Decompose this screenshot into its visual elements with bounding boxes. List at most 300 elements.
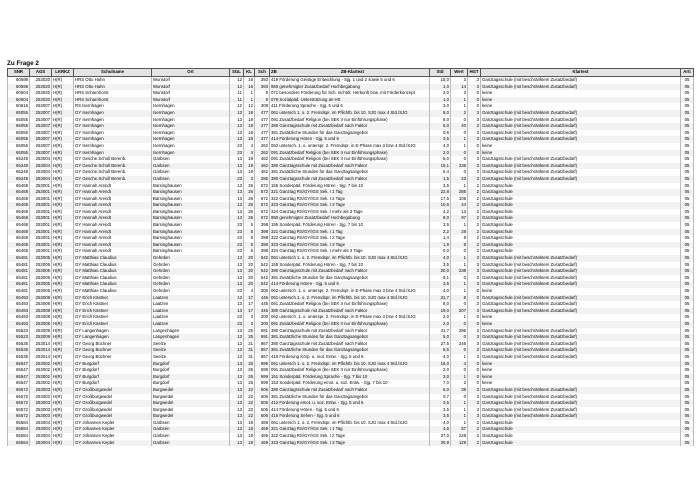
cell-arti: 05 <box>681 308 694 315</box>
cell-klartext: Ganztagsschule (mit beschränktem Zusatzbedarf) <box>481 169 681 176</box>
cell-arti: 05 <box>681 387 694 394</box>
cell-zb-klartext: 061 untersch 1. o. 2. Fremdspr. im Pflichtb. bis 10. SJG max 4 Std./SJG <box>270 420 430 427</box>
cell-lkrkz: H(R) <box>52 222 74 229</box>
cell-lkrkz: H(R) <box>52 196 74 203</box>
cell-std: 3,5 <box>430 413 451 420</box>
cell-arti: 05 <box>681 394 694 401</box>
cell-arti: 05 <box>681 77 694 84</box>
cell-ort: Garbsen <box>152 440 230 447</box>
cell-wert: 1 <box>451 407 468 414</box>
header-arti: Arti <box>681 69 694 77</box>
cell-sgl: 23 <box>230 150 244 157</box>
cell-zb-klartext: 062 untersch. 1. o. unterspr. 2. Fremdspr. in E-Phase max 3 bzw 4 Std./SJG <box>270 288 430 295</box>
cell-ort: Barsinghausen <box>152 183 230 190</box>
cell-sgl: 12 <box>230 84 244 91</box>
cell-arti: 05 <box>681 321 694 328</box>
cell-sch: 469 <box>255 440 270 447</box>
cell-ort: Burgdorf <box>152 380 230 387</box>
cell-wert: 0 <box>451 150 468 157</box>
cell-ort: Burgwedel <box>152 400 230 407</box>
cell-kl: 4 <box>244 150 255 157</box>
cell-snr: 65535 <box>8 354 30 361</box>
cell-wert: 97 <box>451 215 468 222</box>
cell-snr: 65468 <box>8 248 30 255</box>
cell-zb-klartext: 155 Sonderpäd. Förderung Hören - Sjg. 7 bis 10 <box>270 262 430 269</box>
cell-zb-klartext: 419 Förderung Geistige Entwicklung - Sjg. 1 und 2 sowie 5 und 6 <box>270 77 430 84</box>
cell-kl: 25 <box>244 361 255 368</box>
cell-ort: Isernhagen <box>152 150 230 157</box>
cell-hgt: 0 <box>468 314 481 321</box>
cell-schulname: GY Erich Kästner <box>74 314 152 321</box>
cell-wert: 0 <box>451 130 468 137</box>
cell-snr: 65535 <box>8 347 30 354</box>
cell-schulname: GY Isernhagen <box>74 117 152 124</box>
cell-arti: 05 <box>681 433 694 440</box>
cell-zb-klartext: 151 Sonderpäd. Förderung Sprache - Sjg. 7 bis 10 <box>270 374 430 381</box>
cell-std: 30,9 <box>430 440 451 447</box>
table-row <box>8 308 694 315</box>
cell-schulname: GY Burgdorf <box>74 361 152 368</box>
cell-hgt: 3 <box>468 117 481 124</box>
cell-klartext: Ganztagsschule (mit beschränktem Zusatzbedarf) <box>481 301 681 308</box>
cell-hgt: 0 <box>468 143 481 150</box>
cell-std: 1,4 <box>430 235 451 242</box>
cell-kl: 26 <box>244 202 255 209</box>
cell-arti: 05 <box>681 209 694 216</box>
cell-kl: 20 <box>244 268 255 275</box>
cell-sgl: 13 <box>230 281 244 288</box>
cell-arti: 05 <box>681 440 694 447</box>
cell-sch: 477 <box>255 117 270 124</box>
cell-wert: 9 <box>451 235 468 242</box>
cell-snr: 65468 <box>8 229 30 236</box>
cell-arti: 05 <box>681 248 694 255</box>
cell-std: 6,0 <box>430 123 451 130</box>
cell-lkrkz: H(R) <box>52 183 74 190</box>
cell-std: 6,4 <box>430 169 451 176</box>
cell-sch: 200 <box>255 321 270 328</box>
cell-kl: 5 <box>244 222 255 229</box>
cell-lkrkz: H(R) <box>52 143 74 150</box>
cell-klartext: Ganztagsschule <box>481 235 681 242</box>
cell-std: 19,0 <box>430 308 451 315</box>
table-row <box>8 123 694 130</box>
table-row <box>8 347 694 354</box>
cell-zb-klartext: 061 untersch 1. o. 2. Fremdspr. im Pflichtb. bis 10. SJG max 4 Std./SJG <box>270 361 430 368</box>
cell-arti: 05 <box>681 150 694 157</box>
cell-arti: 05 <box>681 136 694 143</box>
cell-ort: Gehrden <box>152 281 230 288</box>
cell-wert: 1 <box>451 288 468 295</box>
cell-schulname: GY Hannah Arendt <box>74 196 152 203</box>
cell-snr: 65523 <box>8 328 30 335</box>
cell-hgt: 2 <box>468 183 481 190</box>
cell-klartext: Ganztagsschule (mit beschränktem Zusatzbedarf) <box>481 268 681 275</box>
cell-std: 8,0 <box>430 301 451 308</box>
cell-arti: 05 <box>681 407 694 414</box>
table-row <box>8 295 694 302</box>
cell-sgl: 13 <box>230 110 244 117</box>
cell-sgl: 13 <box>230 440 244 447</box>
cell-std: 6,0 <box>430 387 451 394</box>
cell-klartext: Ganztagsschule (mit beschränktem Zusatzbedarf) <box>481 328 681 335</box>
cell-snr: 65547 <box>8 361 30 368</box>
cell-kl: 25 <box>244 374 255 381</box>
cell-hgt: 3 <box>468 275 481 282</box>
cell-snr: 65468 <box>8 196 30 203</box>
cell-ort: Gehrden <box>152 255 230 262</box>
cell-arti: 05 <box>681 361 694 368</box>
cell-ort: Wunstorf <box>152 84 230 91</box>
cell-klartext: Ganztagsschule (mit beschränktem Zusatzbedarf) <box>481 262 681 269</box>
cell-arti: 05 <box>681 281 694 288</box>
cell-arti: 05 <box>681 420 694 427</box>
cell-sch: 477 <box>255 136 270 143</box>
cell-ags: 253003 <box>30 400 52 407</box>
cell-kl: 26 <box>244 209 255 216</box>
cell-lkrkz: H(R) <box>52 90 74 97</box>
cell-kl: 5 <box>244 242 255 249</box>
cell-sgl: 13 <box>230 117 244 124</box>
cell-hgt: 0 <box>468 295 481 302</box>
cell-sch: 672 <box>255 189 270 196</box>
cell-schulname: GY Gesche.Scholl Berenb. <box>74 156 152 163</box>
cell-arti: 05 <box>681 341 694 348</box>
cell-snr: 65572 <box>8 400 30 407</box>
cell-arti: 05 <box>681 103 694 110</box>
cell-std: 5,0 <box>430 334 451 341</box>
cell-hgt: 0 <box>468 97 481 104</box>
cell-sgl: 13 <box>230 347 244 354</box>
cell-zb-klartext: 324 Ganztag RS/GY/IGS Sek. I mehr als 3 Tage <box>270 248 430 255</box>
cell-arti: 05 <box>681 255 694 262</box>
cell-sch: 672 <box>255 215 270 222</box>
cell-hgt: 2 <box>468 202 481 209</box>
cell-sch: 672 <box>255 183 270 190</box>
cell-kl: 26 <box>244 183 255 190</box>
cell-klartext: keine <box>481 374 681 381</box>
cell-schulname: GY Matthias Claudius <box>74 281 152 288</box>
cell-lkrkz: H(R) <box>52 189 74 196</box>
cell-lkrkz: H(R) <box>52 420 74 427</box>
cell-lkrkz: H(R) <box>52 103 74 110</box>
cell-wert: 246 <box>451 341 468 348</box>
cell-lkrkz: H(R) <box>52 321 74 328</box>
cell-lkrkz: H(R) <box>52 334 74 341</box>
cell-snr: 65572 <box>8 413 30 420</box>
cell-kl: 26 <box>244 215 255 222</box>
cell-ags: 253007 <box>30 136 52 143</box>
cell-ags: 253005 <box>30 288 52 295</box>
cell-wert: 0 <box>451 367 468 374</box>
cell-arti: 05 <box>681 202 694 209</box>
cell-std: 27,5 <box>430 341 451 348</box>
cell-ags: 253007 <box>30 150 52 157</box>
cell-zb-klartext: 324 Ganztag RS/GY/IGS Sek. I mehr als 3 Tage <box>270 209 430 216</box>
cell-ags: 253008 <box>30 314 52 321</box>
cell-klartext: Ganztagsschule (mit beschränktem Zusatzbedarf) <box>481 130 681 137</box>
cell-kl: 17 <box>244 295 255 302</box>
table-row <box>8 143 694 150</box>
cell-ort: Wunstorf <box>152 90 230 97</box>
cell-ags: 253004 <box>30 440 52 447</box>
cell-ags: 253004 <box>30 169 52 176</box>
cell-schulname: GY Hannah Arendt <box>74 189 152 196</box>
table-row <box>8 268 694 275</box>
cell-hgt: 2 <box>468 420 481 427</box>
cell-zb-klartext: 062 untersch. 1. o. unterspr. 2. Fremdspr. in E-Phase max 3 bzw 4 Std./SJG <box>270 314 430 321</box>
cell-ort: Burgdorf <box>152 367 230 374</box>
cell-zb-klartext: 091 Zusatzbedarf Religion (bei SEK II nur Einführungsphase) <box>270 150 430 157</box>
cell-sch: 469 <box>255 420 270 427</box>
cell-schulname: GY Matthias Claudius <box>74 268 152 275</box>
cell-klartext: Ganztagsschule (mit beschränktem Zusatzbedarf) <box>481 84 681 91</box>
cell-wert: 1 <box>451 413 468 420</box>
cell-ort: Burgdorf <box>152 361 230 368</box>
cell-ags: 253020 <box>30 90 52 97</box>
cell-ort: Laatzen <box>152 295 230 302</box>
cell-kl: 18 <box>244 440 255 447</box>
cell-klartext: keine <box>481 103 681 110</box>
cell-hgt: 2 <box>468 222 481 229</box>
cell-sgl: 23 <box>230 222 244 229</box>
table-row <box>8 209 694 216</box>
cell-ags: 253007 <box>30 110 52 117</box>
cell-kl: 12 <box>244 103 255 110</box>
cell-std: 8,0 <box>430 117 451 124</box>
cell-schulname: GY Gesche.Scholl Berenb. <box>74 169 152 176</box>
header-zb: ZB <box>271 69 277 75</box>
cell-wert: 286 <box>451 328 468 335</box>
cell-snr: 65481 <box>8 262 30 269</box>
cell-zb-klartext: 091 Zusatzbedarf Religion (bei SEK II nur Einführungsphase) <box>270 321 430 328</box>
cell-ort: Barsinghausen <box>152 202 230 209</box>
cell-zb-klartext: 380 Ganztagsschule mit Zusatzbedarf nach Faktor <box>270 123 430 130</box>
cell-hgt: 3 <box>468 387 481 394</box>
header-sgl: SGL <box>230 69 244 77</box>
cell-zb-klartext: 950 genehmigter Zusatzbedarf Hochbegabung <box>270 84 430 91</box>
cell-ags: 253007 <box>30 130 52 137</box>
cell-ags: 253002 <box>30 361 52 368</box>
cell-ags: 253007 <box>30 143 52 150</box>
cell-ags: 253005 <box>30 275 52 282</box>
cell-zb-klartext: 091 Zusatzbedarf Religion (bei SEK II nur Einführungsphase) <box>270 117 430 124</box>
cell-sch: 699 <box>255 367 270 374</box>
cell-sgl: 13 <box>230 123 244 130</box>
cell-ort: Isernhagen <box>152 117 230 124</box>
cell-arti: 05 <box>681 110 694 117</box>
cell-arti: 05 <box>681 380 694 387</box>
cell-sch: 691 <box>255 328 270 335</box>
cell-lkrkz: H(R) <box>52 156 74 163</box>
cell-wert: 228 <box>451 433 468 440</box>
cell-klartext: Ganztagsschule (mit beschränktem Zusatzbedarf) <box>481 295 681 302</box>
cell-arti: 05 <box>681 163 694 170</box>
cell-snr: 60598 <box>8 77 30 84</box>
cell-hgt: 2 <box>468 248 481 255</box>
cell-wert: 2 <box>451 110 468 117</box>
cell-klartext: Ganztagsschule (mit beschränktem Zusatzbedarf) <box>481 347 681 354</box>
cell-ags: 253005 <box>30 262 52 269</box>
cell-ags: 253001 <box>30 229 52 236</box>
cell-lkrkz: H(R) <box>52 361 74 368</box>
cell-lkrkz: H(R) <box>52 229 74 236</box>
table-row <box>8 341 694 348</box>
cell-sch: 477 <box>255 110 270 117</box>
cell-std: 22,8 <box>430 189 451 196</box>
cell-kl: 18 <box>244 433 255 440</box>
table-row <box>8 196 694 203</box>
cell-zb-klartext: 380 Ganztagsschule mit Zusatzbedarf nach Faktor <box>270 308 430 315</box>
cell-zb-klartext: 322 Ganztag RS/GY/IGS Sek. I 2 Tage <box>270 196 430 203</box>
cell-ags: 253007 <box>30 117 52 124</box>
cell-ort: Gehrden <box>152 275 230 282</box>
cell-sgl: 13 <box>230 374 244 381</box>
cell-ort: Burgdorf <box>152 374 230 381</box>
cell-sch: 262 <box>255 143 270 150</box>
cell-arti: 05 <box>681 354 694 361</box>
cell-schulname: GY Isernhagen <box>74 110 152 117</box>
cell-wert: 1 <box>451 314 468 321</box>
cell-schulname: GY Hannah Arendt <box>74 222 152 229</box>
cell-klartext: Ganztagsschule <box>481 202 681 209</box>
cell-zb-klartext: 380 Ganztagsschule mit Zusatzbedarf nach Faktor <box>270 387 430 394</box>
cell-schulname: GY Matthias Claudius <box>74 275 152 282</box>
cell-lkrkz: H(R) <box>52 281 74 288</box>
cell-lkrkz: H(R) <box>52 433 74 440</box>
cell-ort: Barsinghausen <box>152 215 230 222</box>
cell-lkrkz: H(R) <box>52 123 74 130</box>
header-hgt: HGT <box>468 69 481 77</box>
cell-arti: 05 <box>681 334 694 341</box>
cell-kl: 1 <box>244 90 255 97</box>
cell-lkrkz: H(R) <box>52 248 74 255</box>
cell-lkrkz: H(R) <box>52 117 74 124</box>
cell-hgt: 3 <box>468 268 481 275</box>
cell-std: 4,0 <box>430 255 451 262</box>
cell-zb-klartext: 079 Sozialpäd. Unterstützung an HS <box>270 97 430 104</box>
cell-ags: 253002 <box>30 374 52 381</box>
cell-sch: 542 <box>255 262 270 269</box>
cell-hgt: 0 <box>468 90 481 97</box>
table-row <box>8 150 694 157</box>
table-row <box>8 374 694 381</box>
cell-arti: 05 <box>681 117 694 124</box>
cell-sch: 691 <box>255 334 270 341</box>
cell-ags: 253008 <box>30 308 52 315</box>
cell-ags: 253007 <box>30 123 52 130</box>
cell-sgl: 13 <box>230 354 244 361</box>
cell-std: 2,0 <box>430 314 451 321</box>
cell-hgt: 3 <box>468 169 481 176</box>
cell-lkrkz: H(R) <box>52 426 74 433</box>
cell-ort: Isernhagen <box>152 103 230 110</box>
cell-wert: 8 <box>451 295 468 302</box>
table-row <box>8 215 694 222</box>
cell-wert: 0 <box>451 347 468 354</box>
cell-sgl: 13 <box>230 301 244 308</box>
table-row <box>8 334 694 341</box>
cell-snr: 65249 <box>8 176 30 183</box>
header-sch: Sch <box>255 69 270 77</box>
cell-klartext: Ganztagsschule (mit beschränktem Zusatzbedarf) <box>481 117 681 124</box>
cell-klartext: keine <box>481 97 681 104</box>
cell-kl: 18 <box>244 426 255 433</box>
cell-ags: 253001 <box>30 235 52 242</box>
cell-zb-klartext: 323 Ganztag RS/GY/IGS Sek. I 3 Tage <box>270 440 430 447</box>
cell-hgt: 3 <box>468 347 481 354</box>
cell-std: 1,9 <box>430 242 451 249</box>
cell-sch: 542 <box>255 275 270 282</box>
cell-wert: 28 <box>451 229 468 236</box>
cell-ort: Barsinghausen <box>152 235 230 242</box>
cell-std: 10,6 <box>430 202 451 209</box>
cell-hgt: 2 <box>468 196 481 203</box>
cell-klartext: Ganztagsschule <box>481 248 681 255</box>
cell-kl: 25 <box>244 380 255 387</box>
cell-ort: Isernhagen <box>152 110 230 117</box>
cell-ort: Gehrden <box>152 288 230 295</box>
cell-ags: 253001 <box>30 215 52 222</box>
cell-arti: 05 <box>681 222 694 229</box>
cell-hgt: 0 <box>468 321 481 328</box>
cell-ags: 253002 <box>30 367 52 374</box>
cell-kl: 22 <box>244 407 255 414</box>
table-row <box>8 262 694 269</box>
cell-snr: 65249 <box>8 163 30 170</box>
cell-sch: 699 <box>255 380 270 387</box>
cell-schulname: GY Johannes Kepler <box>74 440 152 447</box>
cell-std: 3,5 <box>430 281 451 288</box>
cell-ags: 253002 <box>30 380 52 387</box>
cell-ags: 253001 <box>30 202 52 209</box>
cell-wert: 44 <box>451 202 468 209</box>
cell-arti: 05 <box>681 400 694 407</box>
table-row <box>8 110 694 117</box>
cell-hgt: 3 <box>468 176 481 183</box>
cell-snr: 65535 <box>8 341 30 348</box>
cell-sgl: 13 <box>230 394 244 401</box>
cell-std: 7,0 <box>430 380 451 387</box>
cell-hgt: 3 <box>468 255 481 262</box>
cell-klartext: Ganztagsschule (mit beschränktem Zusatzbedarf) <box>481 407 681 414</box>
cell-arti: 05 <box>681 196 694 203</box>
table-row <box>8 156 694 163</box>
page-title: Zu Frage 2 <box>7 60 39 67</box>
cell-wert: 3 <box>451 90 468 97</box>
cell-std: 20,0 <box>430 268 451 275</box>
cell-lkrkz: H(R) <box>52 374 74 381</box>
cell-ort: Barsinghausen <box>152 196 230 203</box>
header-klartext: Klartext <box>481 69 681 77</box>
cell-wert: 57 <box>451 426 468 433</box>
cell-klartext: Ganztagsschule (mit beschränktem Zusatzbedarf) <box>481 354 681 361</box>
cell-snr: 60616 <box>8 103 30 110</box>
cell-zb-klartext: 322 Ganztag RS/GY/IGS Sek. I 2 Tage <box>270 433 430 440</box>
cell-sgl: 12 <box>230 103 244 110</box>
cell-wert: 129 <box>451 440 468 447</box>
cell-schulname: GY Isernhagen <box>74 150 152 157</box>
cell-ort: Burgwedel <box>152 413 230 420</box>
table-row <box>8 426 694 433</box>
cell-lkrkz: H(R) <box>52 407 74 414</box>
cell-wert: 109 <box>451 196 468 203</box>
cell-schulname: GY Großburgwedel <box>74 407 152 414</box>
table-row <box>8 407 694 414</box>
cell-ags: 253008 <box>30 295 52 302</box>
cell-lkrkz: H(R) <box>52 380 74 387</box>
cell-sch: 867 <box>255 341 270 348</box>
